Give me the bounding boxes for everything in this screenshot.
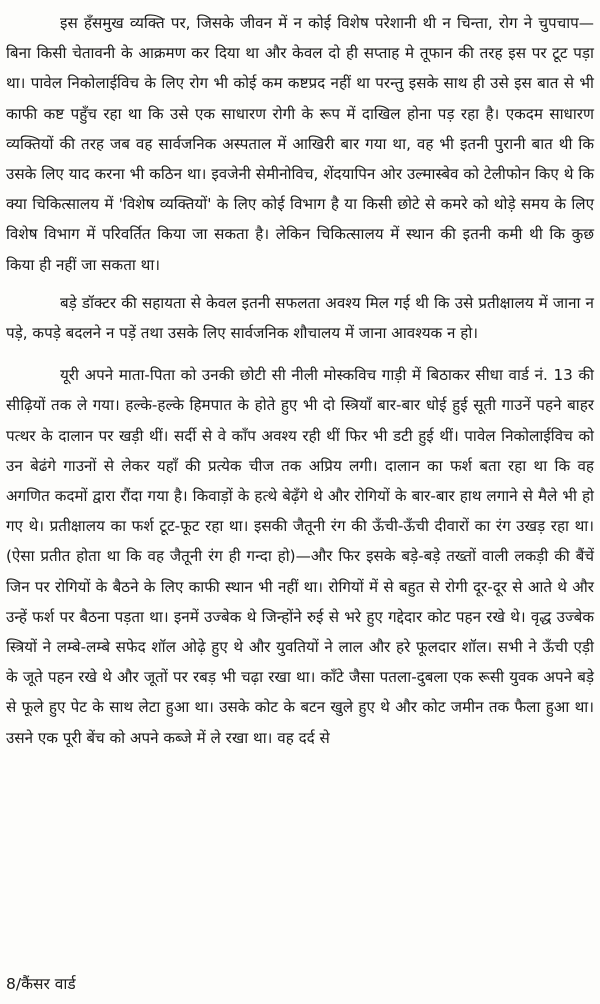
paragraph-1: इस हँसमुख व्यक्ति पर, जिसके जीवन में न कोई विशेष परेशानी थी न चिन्ता, रोग ने चुपचाप—बिना किसी चेतावनी के आक्रमण कर दिया था और केवल दो ही सप्ताह मे तूफान की तरह इस पर टूट पड़ा था। पावेल निकोलाईविच के लिए रोग भी कोई कम कष्टप्रद नहीं था परन्तु इसके साथ ही उसे इस बात से भी काफी कष्ट पहुँच रहा था कि उसे एक साधारण रोगी के रूप में दाखिल होना पड़ रहा है। एकदम साधारण व्यक्तियों की तरह जब वह सार्वजनिक अस्पताल में आखिरी बार गया था, वह भी इतनी पुरानी बात थी कि उसके लिए याद करना भी कठिन था। इवजेनी सेमीनोविच, शेंदयापिन ओर उल्मास्बेव को टेलीफोन किए थे कि क्या चिकित्सालय में 'विशेष व्यक्तियों' के लिए कोई विभाग है या किसी छोटे से कमरे को थोड़े समय के लिए विशेष विभाग में परिवर्तित किया जा सकता है। लेकिन चिकित्सालय में स्थान की इतनी कमी थी कि कुछ किया ही नहीं जा सकता था। xyxy=(6,14,594,274)
page-body-text xyxy=(6,8,594,767)
page-footer: 8/कैंसर वार्ड xyxy=(6,975,76,993)
paragraph-2: बड़े डॉक्टर की सहायता से केवल इतनी सफलता अवश्य मिल गई थी कि उसे प्रतीक्षालय में जाना न पड़े, कपड़े बदलने न पड़ें तथा उसके लिए सार्वजनिक शौचालय में जाना आवश्यक न हो। xyxy=(6,293,594,343)
paragraph-3: यूरी अपने माता-पिता को उनकी छोटी सी नीली मोस्कविच गाड़ी में बिठाकर सीधा वार्ड नं. 13 की सीढ़ियों तक ले गया। हल्के-हल्के हिमपात के होते हुए भी दो स्त्रियाँ बार-बार धोई हुई सूती गाउनें पहने बाहर पत्थर के दालान पर खड़ी थीं। सर्दी से वे काँप अवश्य रही थीं फिर भी डटी हुई थीं। पावेल निकोलाईविच को उन बेढंगे गाउनों से लेकर यहाँ की प्रत्येक चीज तक अप्रिय लगी। दालान का फर्श बता रहा था कि वह अगणित कदमों द्वारा रौंदा गया है। किवाड़ों के हत्थे बेढ़ँगे थे और रोगियों के बार-बार हाथ लगाने से मैले भी हो गए थे। प्रतीक्षालय का फर्श टूट-फूट रहा था। इसकी जैतूनी रंग की ऊँची-ऊँची दीवारों का रंग उखड़ रहा था। (ऐसा प्रतीत होता था कि वह जैतूनी रंग ही गन्दा हो)—और फिर इसके बड़े-बड़े तख्तों वाली लकड़ी की बैंचें जिन पर रोगियों के बैठने के लिए काफी स्थान भी नहीं था। रोगियों में से बहुत से रोगी दूर-दूर से आते थे और उन्हें फर्श पर बैठना पड़ता था। इनमें उज्बेक थे जिन्होंने रुई से भरे हुए गद्देदार कोट पहन रखे थे। वृद्ध उज्बेक स्त्रियों ने लम्बे-लम्बे सफेद शॉल ओढ़े हुए थे और युवतियों ने लाल और हरे फूलदार शॉल। सभी ने ऊँची एड़ी के जूते पहन रखे थे और जूतों पर रबड़ भी चढ़ा रखा था। काँटे जैसा पतला-दुबला एक रूसी युवक अपने बड़े से फूले हुए पेट के साथ लेटा हुआ था। उसके कोट के बटन खुले हुए थे और कोट जमीन तक फैला हुआ था। उसने एक पूरी बेंच को अपने कब्जे में ले रखा था। वह दर्द से xyxy=(6,366,594,747)
